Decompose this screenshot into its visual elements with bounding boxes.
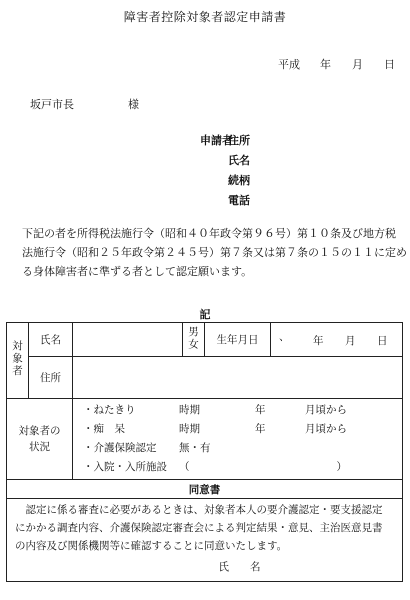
consent-title: 同意書 <box>7 480 403 499</box>
consent-line: の内容及び関係機関等に確認することに同意いたします。 <box>15 540 288 552</box>
condition-label: 対象者の状況 <box>18 425 61 453</box>
form-title: 障害者控除対象者認定申請書 <box>123 10 287 24</box>
birthdate-mark: 、 <box>279 331 290 343</box>
condition-period: 時期 <box>179 404 200 416</box>
applicant-phone-label: 電話 <box>228 194 250 207</box>
consent-line: にかかる調査内容、介護保険認定審査会による判定結果・意見、主治医意見書 <box>15 522 383 534</box>
condition-item: ・入院・入所施設 <box>83 461 167 473</box>
addressee-name: 坂戸市長 <box>30 98 74 111</box>
date-era: 平成 <box>278 58 300 71</box>
birthdate-field[interactable] <box>271 323 403 357</box>
condition-row-care-insurance[interactable] <box>79 439 396 458</box>
subject-address-field[interactable] <box>73 357 403 399</box>
birthdate-label: 生年月日 <box>205 323 271 357</box>
date-month: 月 <box>352 58 363 71</box>
condition-item: ・ねたきり <box>83 404 136 416</box>
condition-period: 時期 <box>179 423 200 435</box>
ki-heading: 記 <box>199 308 211 321</box>
subject-header-cell <box>7 323 29 399</box>
condition-row-facility[interactable] <box>79 458 396 477</box>
applicant-label: 申請者 <box>200 134 233 147</box>
condition-tail: 月頃から <box>305 423 347 435</box>
condition-facility-blank: （ ） <box>179 461 347 473</box>
condition-item: ・痴 呆 <box>83 423 125 435</box>
addressee-honorific: 様 <box>128 98 139 111</box>
birthdate-year: 年 <box>313 335 324 347</box>
subject-table <box>6 322 403 582</box>
gender-cell[interactable] <box>183 323 205 357</box>
condition-item: ・介護保険認定 <box>83 442 157 454</box>
condition-choice: 無・有 <box>179 442 211 454</box>
body-line: る身体障害者に準ずる者として認定願います。 <box>22 265 253 278</box>
consent-body <box>7 499 403 582</box>
body-line: 法施行令（昭和２５年政令第２４５号）第７条又は第７条の１５の１１に定め <box>22 246 407 259</box>
subject-address-label: 住所 <box>29 357 73 399</box>
condition-label-cell <box>7 399 73 480</box>
subject-header: 対象者 <box>11 340 23 378</box>
consent-line: 認定に係る審査に必要があるときは、対象者本人の要介護認定・要支援認定 <box>15 504 383 516</box>
condition-list <box>73 399 403 480</box>
consent-signature-label[interactable]: 氏 名 <box>218 561 261 573</box>
condition-row-bedridden[interactable] <box>79 401 396 420</box>
condition-row-dementia[interactable] <box>79 420 396 439</box>
subject-name-field[interactable] <box>73 323 183 357</box>
date-day: 日 <box>384 58 395 71</box>
condition-tail: 月頃から <box>305 404 347 416</box>
condition-year: 年 <box>255 423 266 435</box>
applicant-address-label: 住所 <box>228 134 250 147</box>
birthdate-day: 日 <box>377 335 388 347</box>
body-line: 下記の者を所得税法施行令（昭和４０年政令第９６号）第１０条及び地方税 <box>22 227 396 240</box>
gender-label: 男女 <box>187 325 199 351</box>
condition-year: 年 <box>255 404 266 416</box>
date-year: 年 <box>320 58 331 71</box>
applicant-relation-label: 続柄 <box>228 174 250 187</box>
subject-name-label: 氏名 <box>29 323 73 357</box>
request-body <box>22 224 407 281</box>
birthdate-month: 月 <box>345 335 356 347</box>
applicant-name-label: 氏名 <box>228 154 250 167</box>
